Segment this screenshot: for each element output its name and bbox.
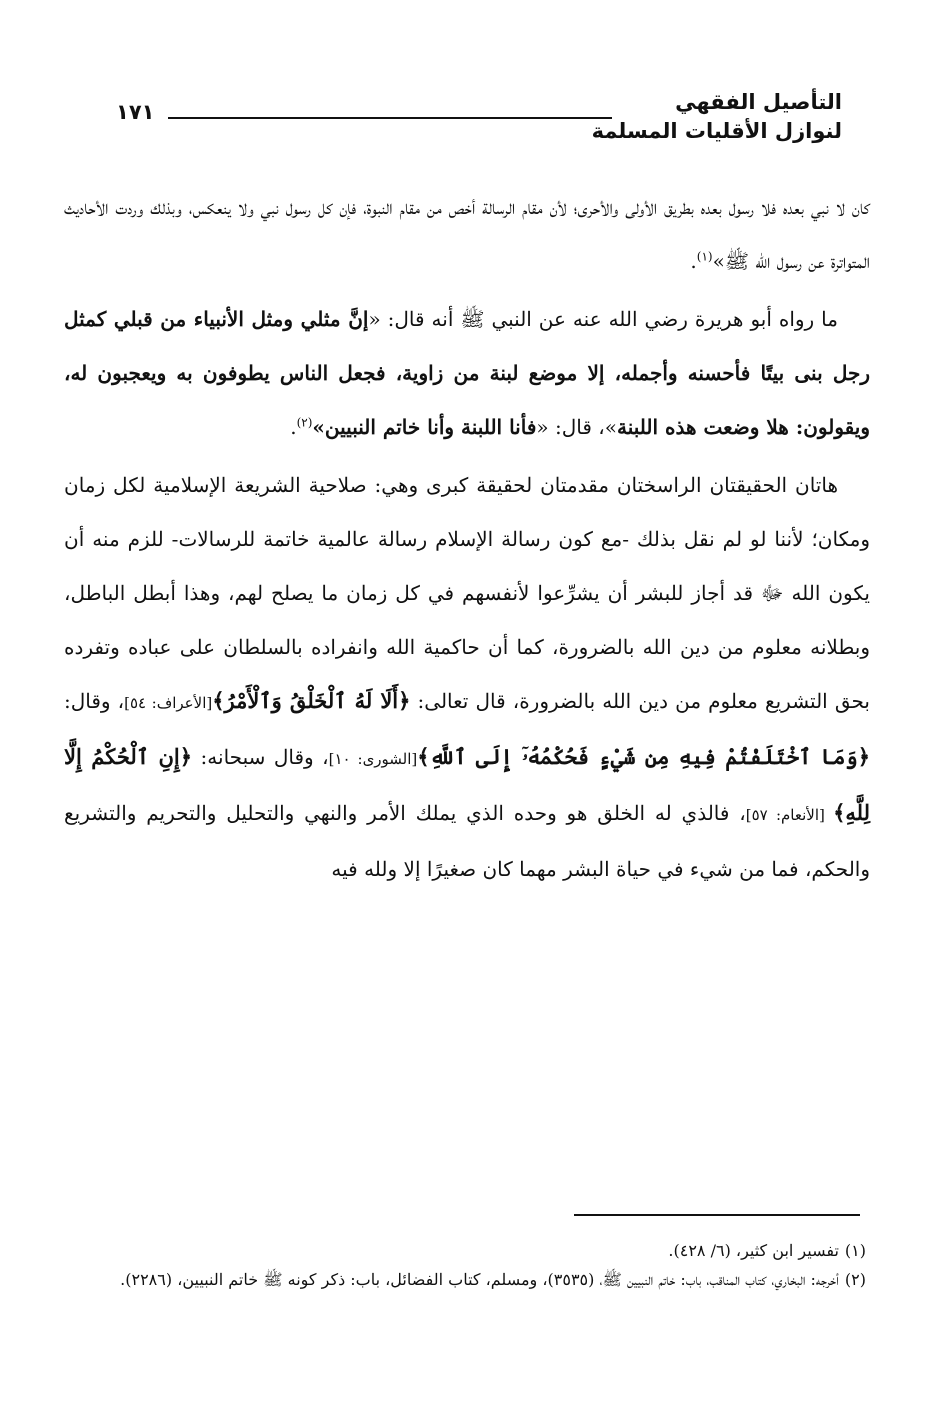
quran-verse-1: ﴿أَلَا لَهُ ٱلْخَلْقُ وَٱلْأَمْرُ﴾ — [212, 688, 411, 713]
verse-ref-2: [الشورى: ١٠] — [328, 750, 418, 768]
verse-ref-1: [الأعراف: ٥٤] — [124, 694, 213, 712]
paragraph-1 — [64, 180, 870, 288]
header-rule — [168, 117, 612, 119]
paragraph-2-end: . — [290, 415, 297, 439]
verse-ref-3: [الأنعام: ٥٧] — [745, 806, 834, 824]
paragraph-3-text-4: ، فالذي له الخلق هو وحده الذي يملك الأمر والنهي والتحليل والتحريم والتشريع والحكم، فما من شيء في حياة البشر مهما كان صغيرًا إلا ولله فيه — [64, 801, 870, 881]
page-header — [100, 88, 842, 158]
quran-verse-3: ﴿إِنِ ٱلْحُكْمُ إِلَّا لِلَّهِ﴾ — [64, 744, 870, 825]
paragraph-3-text-3: ، وقال سبحانه: — [192, 745, 329, 769]
hadith-close: » — [312, 415, 325, 439]
hadith-mid: »، قال: « — [536, 415, 617, 439]
footnote-2 — [70, 1265, 866, 1294]
footnote-marker-1: (١) — [696, 249, 713, 264]
main-text — [64, 180, 870, 900]
running-title — [592, 88, 842, 146]
running-title-line1: التأصيل الفقهي — [675, 90, 842, 114]
paragraph-3 — [64, 458, 870, 896]
footnote-1-text: تفسير ابن كثير، (٦/ ٤٢٨). — [668, 1241, 839, 1260]
footnote-separator — [574, 1214, 860, 1216]
footnote-2-text: أخرجه: البخاري، كتاب المناقب، باب: خاتم النبيين ﷺ، (٣٥٣٥)، ومسلم، كتاب الفضائل، باب: ذكر كونه ﷺ خاتم النبيين، (٢٢٨٦). — [120, 1270, 839, 1289]
paragraph-1-text: كان لا نبي بعده فلا رسول بعده بطريق الأولى والأحرى؛ لأن مقام الرسالة أخص من مقام النبوة، فإن كل رسول نبي ولا ينعكس، وبذلك وردت الأحاديث المتواترة عن رسول الله ﷺ» — [64, 195, 870, 273]
paragraph-3-text-1: هاتان الحقيقتان الراسختان مقدمتان لحقيقة كبرى وهي: صلاحية الشريعة الإسلامية لكل زمان ومكان؛ لأننا لو لم نقل بذلك -مع كون رسالة الإسلام رسالة عالمية خاتمة للرسالات- للزم منه أن يكون الله ﷻ قد أجاز للبشر أن يشرِّعوا لأنفسهم في كل زمان ما يصلح لهم، وهذا أبطل الباطل، وبطلانه معلوم من دين الله بالضرورة، كما أن حاكمية الله وانفراده بالسلطان على عباده وتفرده بحق التشريع معلوم من دين الله بالضرورة، قال تعالى: — [64, 473, 871, 713]
footnote-marker-2: (٢) — [296, 415, 313, 430]
quran-verse-2: ﴿وَمَا ٱخْتَلَفْتُمْ فِيهِ مِن شَيْءٍ فَحُكْمُهُۥٓ إِلَى ٱللَّهِ﴾ — [417, 744, 871, 769]
paragraph-1-end: . — [690, 249, 697, 273]
paragraph-2 — [64, 292, 870, 454]
footnote-2-number: (٢) — [844, 1270, 866, 1289]
footnotes — [70, 1236, 866, 1294]
hadith-text-1: إنَّ مثلي ومثل الأنبياء من قبلي كمثل رجل بنى بيتًا فأحسنه وأجمله، إلا موضع لبنة من زاوية، فجعل الناس يطوفون به ويعجبون له، ويقولون: هلا وضعت هذه اللبنة — [64, 307, 870, 439]
paragraph-3-text-2: ، وقال: — [64, 689, 125, 713]
page-number: ١٧١ — [116, 100, 155, 124]
footnote-1 — [70, 1236, 866, 1265]
footnote-1-number: (١) — [844, 1241, 866, 1260]
hadith-text-2: فأنا اللبنة وأنا خاتم النبيين — [324, 415, 537, 439]
running-title-line2: لنوازل الأقليات المسلمة — [591, 119, 842, 143]
hadith-intro: ما رواه أبو هريرة رضي الله عنه عن النبي ﷺ أنه قال: « — [368, 307, 838, 331]
